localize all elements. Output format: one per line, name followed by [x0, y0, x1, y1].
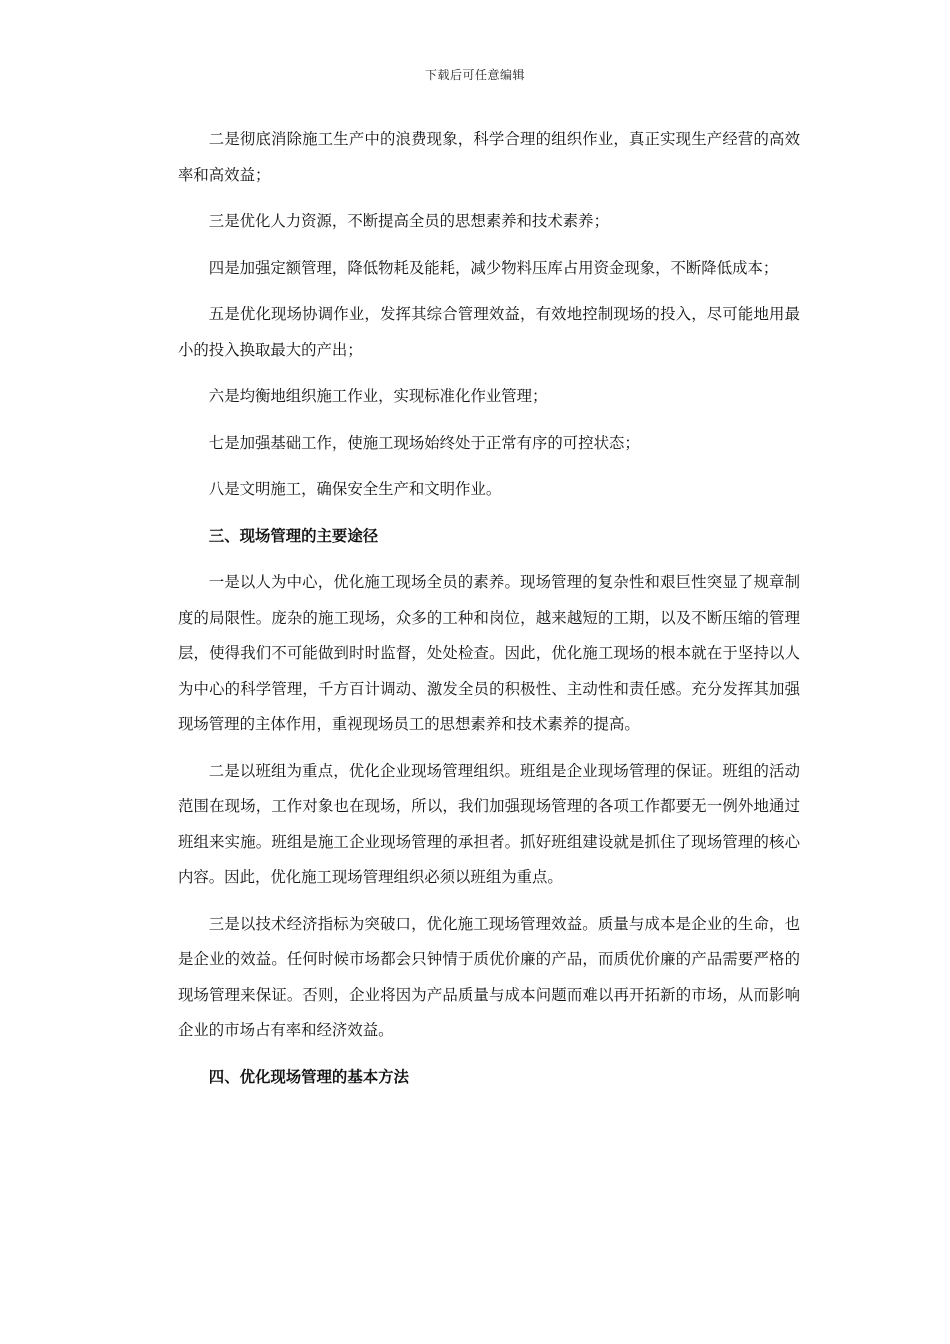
paragraph-item-4: 四是加强定额管理，降低物耗及能耗，减少物料压库占用资金现象，不断降低成本；	[208, 258, 779, 277]
paragraph-item-6: 六是均衡地组织施工作业，实现标准化作业管理；	[208, 387, 548, 405]
section-heading-4: 四、优化现场管理的基本方法	[208, 1067, 409, 1086]
paragraph-item-8: 八是文明施工，确保安全生产和文明作业。	[208, 480, 502, 498]
paragraph-item-2: 二是彻底消除施工生产中的浪费现象，科学合理的组织作业，真正实现生产经营的高效率和高效益；	[178, 130, 800, 184]
section-heading-3: 三、现场管理的主要途径	[208, 526, 379, 545]
paragraph-approach-1: 一是以人为中心，优化施工现场全员的素养。现场管理的复杂性和艰巨性突显了规章制度的局限性。庞杂的施工现场，众多的工种和岗位，越来越短的工期，以及不断压缩的管理层，使得我们不可能做到时时监督，处处检查。因此，优化施工现场的根本就在于坚持以人为中心的科学管理，千方百计调动、激发全员的积极性、主动性和责任感。充分发挥其加强现场管理的主体作用，重视现场员工的思想素养和技术素养的提高。	[178, 573, 800, 733]
paragraph-item-7: 七是加强基础工作，使施工现场始终处于正常有序的可控状态；	[208, 433, 640, 452]
paragraph-approach-3: 三是以技术经济指标为突破口，优化施工现场管理效益。质量与成本是企业的生命，也是企业的效益。任何时候市场都会只钟情于质优价廉的产品，而质优价廉的产品需要严格的现场管理来保证。否则，企业将因为产品质量与成本问题而难以再开拓新的市场，从而影响企业的市场占有率和经济效益。	[178, 914, 800, 1039]
paragraph-item-3: 三是优化人力资源，不断提高全员的思想素养和技术素养；	[208, 212, 609, 230]
document-body	[178, 122, 800, 1106]
download-note: 下载后可任意编辑	[424, 68, 525, 82]
paragraph-item-5: 五是优化现场协调作业，发挥其综合管理效益，有效地控制现场的投入，尽可能地用最小的投入换取最大的产出；	[178, 305, 800, 359]
paragraph-approach-2: 二是以班组为重点，优化企业现场管理组织。班组是企业现场管理的保证。班组的活动范围在现场，工作对象也在现场，所以，我们加强现场管理的各项工作都要无一例外地通过班组来实施。班组是施工企业现场管理的承担者。抓好班组建设就是抓住了现场管理的核心内容。因此，优化施工现场管理组织必须以班组为重点。	[178, 761, 800, 886]
